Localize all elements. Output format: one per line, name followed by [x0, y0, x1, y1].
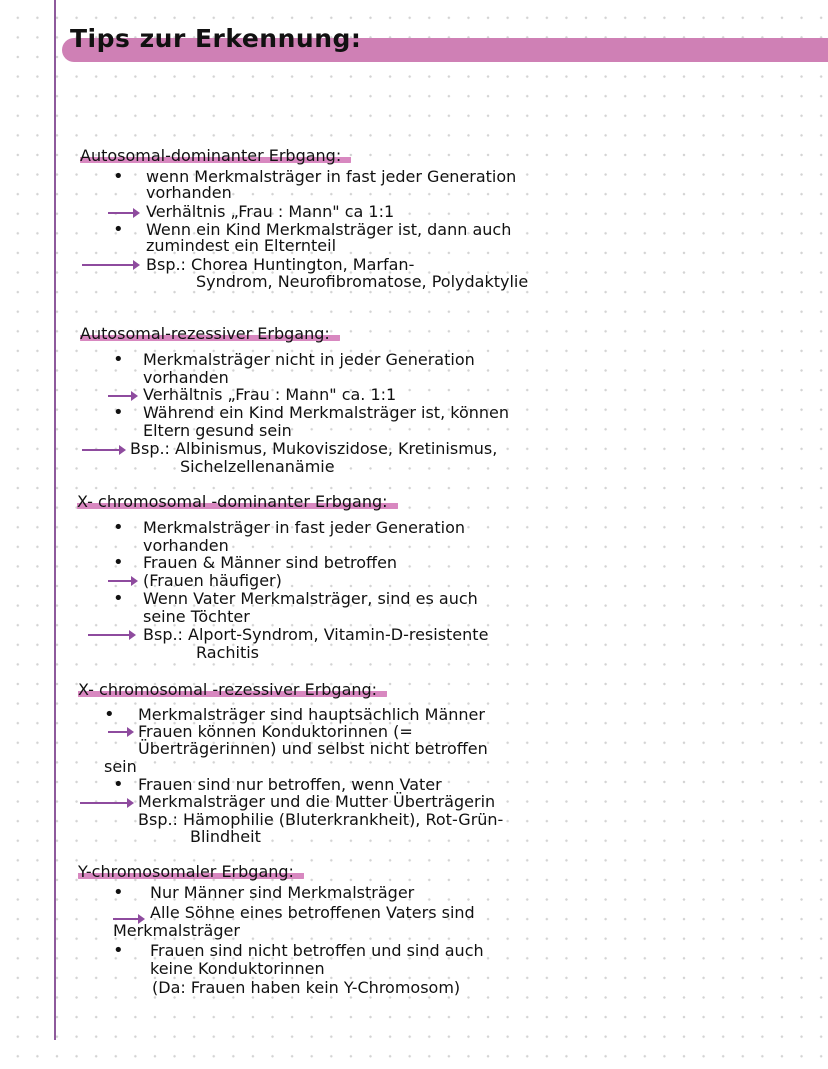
arrow-icon [88, 634, 134, 636]
arrow-icon [113, 918, 143, 920]
note-line: vorhanden [146, 183, 232, 202]
note-line: (Da: Frauen haben kein Y-Chromosom) [152, 978, 461, 997]
note-line: Nur Männer sind Merkmalsträger [150, 883, 415, 902]
note-line: Merkmalsträger sind hauptsächlich Männer [138, 705, 485, 724]
note-line: Verhältnis „Frau : Mann" ca 1:1 [146, 202, 395, 221]
note-line: Alle Söhne eines betroffenen Vaters sind [150, 903, 475, 922]
arrow-icon [82, 264, 138, 266]
bullet-point: • [113, 588, 124, 609]
note-line: Bsp.: Hämophilie (Bluterkrankheit), Rot-Grün- [138, 810, 504, 829]
note-line: Bsp.: Alport-Syndrom, Vitamin-D-resistente [143, 625, 489, 644]
note-line: Merkmalsträger [113, 921, 240, 940]
arrow-icon [82, 449, 124, 451]
arrow-icon [108, 395, 136, 397]
bullet-point: • [113, 882, 124, 903]
bullet-point: • [113, 349, 124, 370]
section-heading: X- chromosomal -rezessiver Erbgang: [78, 680, 387, 700]
note-line: Merkmalsträger in fast jeder Generation [143, 518, 465, 537]
arrow-icon [80, 802, 132, 804]
note-line: Überträgerinnen) und selbst nicht betroffen [138, 739, 488, 758]
note-line: zumindest ein Elternteil [146, 236, 337, 255]
arrow-icon [108, 731, 132, 733]
note-line: Frauen können Konduktorinnen (= [138, 722, 413, 741]
note-line: Syndrom, Neurofibromatose, Polydaktylie [196, 272, 529, 291]
note-line: Während ein Kind Merkmalsträger ist, können [143, 403, 509, 422]
arrow-icon [108, 212, 138, 214]
note-line: Blindheit [190, 827, 261, 846]
note-line: vorhanden [143, 368, 229, 387]
arrow-icon [108, 580, 136, 582]
bullet-point: • [113, 552, 124, 573]
page-title: Tips zur Erkennung: [70, 24, 362, 53]
note-line: Frauen & Männer sind betroffen [143, 553, 398, 572]
note-line: vorhanden [143, 536, 229, 555]
bullet-point: • [104, 704, 115, 725]
note-line: wenn Merkmalsträger in fast jeder Generation [146, 167, 517, 186]
note-line: Merkmalsträger nicht in jeder Generation [143, 350, 475, 369]
note-line: Frauen sind nur betroffen, wenn Vater [138, 775, 442, 794]
note-line: Rachitis [196, 643, 260, 662]
notebook-margin-line [54, 0, 56, 1040]
note-line: Merkmalsträger und die Mutter Überträgerin [138, 792, 496, 811]
note-line: seine Töchter [143, 607, 250, 626]
bullet-point: • [113, 402, 124, 423]
bullet-point: • [113, 940, 124, 961]
section-heading: Autosomal-dominanter Erbgang: [80, 146, 351, 166]
note-line: Wenn Vater Merkmalsträger, sind es auch [143, 589, 478, 608]
note-line: keine Konduktorinnen [150, 959, 325, 978]
note-line: Bsp.: Chorea Huntington, Marfan- [146, 255, 415, 274]
note-line: Sichelzellenanämie [180, 457, 335, 476]
bullet-point: • [113, 774, 124, 795]
note-line: sein [104, 757, 137, 776]
note-line: Frauen sind nicht betroffen und sind auch [150, 941, 484, 960]
bullet-point: • [113, 219, 124, 240]
note-line: Bsp.: Albinismus, Mukoviszidose, Kretinismus, [130, 439, 498, 458]
note-line: Wenn ein Kind Merkmalsträger ist, dann auch [146, 220, 512, 239]
section-heading: Autosomal-rezessiver Erbgang: [80, 324, 340, 344]
section-heading: Y-chromosomaler Erbgang: [78, 862, 304, 882]
note-line: Verhältnis „Frau : Mann" ca. 1:1 [143, 385, 397, 404]
section-heading: X- chromosomal -dominanter Erbgang: [77, 492, 398, 512]
bullet-point: • [113, 166, 124, 187]
bullet-point: • [113, 517, 124, 538]
note-line: Eltern gesund sein [143, 421, 292, 440]
note-line: (Frauen häufiger) [143, 571, 282, 590]
